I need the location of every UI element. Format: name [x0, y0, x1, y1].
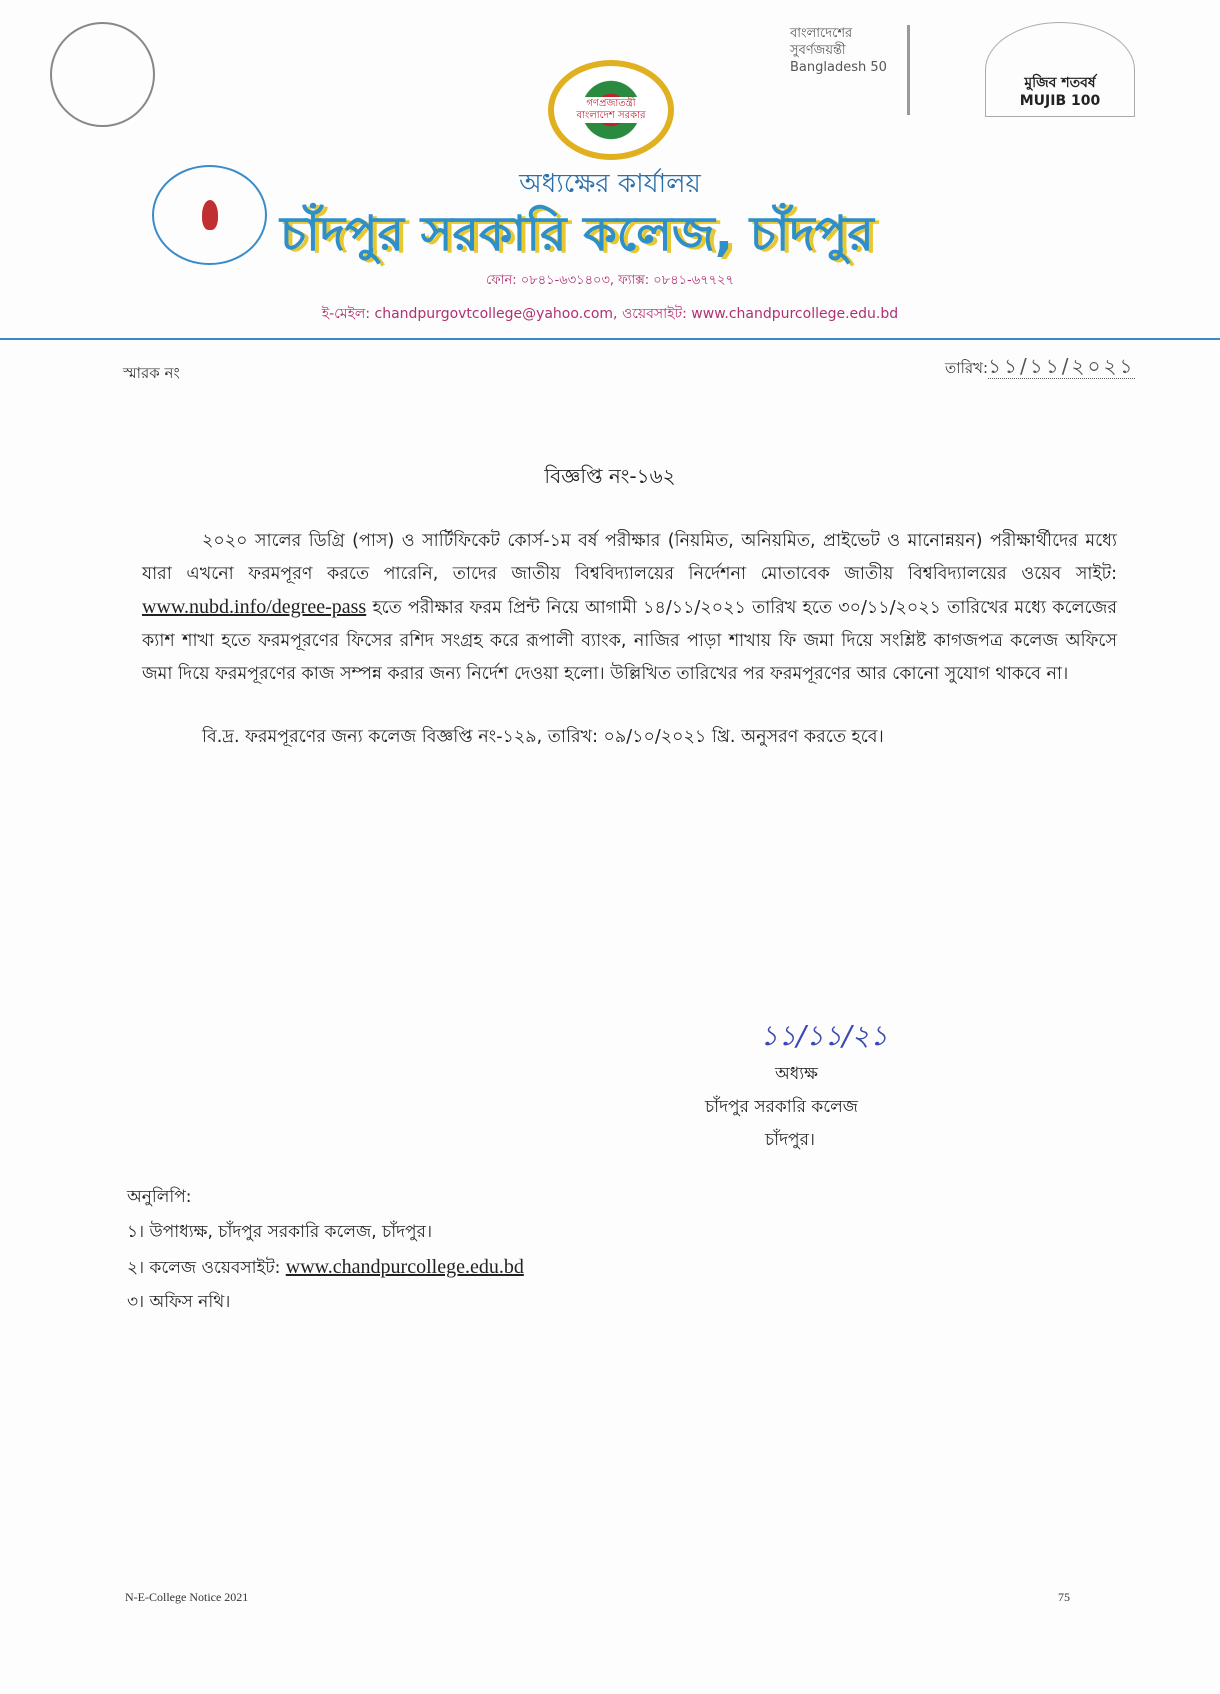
date-label: তারিখ: [945, 359, 989, 377]
government-seal-logo [548, 60, 674, 160]
page-number: 75 [1058, 1590, 1070, 1604]
copies-label: অনুলিপি: [127, 1187, 192, 1207]
college-logo [152, 165, 267, 265]
paragraph-text: ২০২০ সালের ডিগ্রি (পাস) ও সার্টিফিকেট কোর্স-১ম বর্ষ পরীক্ষার (নিয়মিত, অনিয়মিত, প্রাইভেট ও মানোন্নয়ন) পরীক্ষার্থীদের মধ্যে যারা এখনো ফরমপূরণ করতে পারেনি, তাদের জাতীয় বিশ্ববিদ্যালয়ের নির্দেশনা মোতাবেক জাতীয় বিশ্ববিদ্যালয়ের ওয়েব সাইট: [142, 531, 1117, 584]
nu-link[interactable]: www.nubd.info/degree-pass [142, 596, 367, 618]
left-seal-logo [50, 22, 155, 127]
government-seal-text: গণপ্রজাতন্ত্রী বাংলাদেশ সরকার [564, 97, 658, 123]
copy-item: ৩। অফিস নথি। [127, 1292, 231, 1312]
date-field [945, 352, 1135, 385]
golden-jubilee-text: বাংলাদেশের সুবর্ণজয়ন্তী Bangladesh 50 [790, 26, 887, 75]
signatory-place: চাঁদপুর। [765, 1130, 816, 1150]
flame-icon [202, 200, 218, 230]
copy-item-text: ২। কলেজ ওয়েবসাইট: [127, 1258, 286, 1278]
memo-number-label: স্মারক নং [123, 364, 180, 382]
golden-jubilee-logo [790, 25, 910, 115]
college-name: চাঁদপুর সরকারি কলেজ, চাঁদপুর [280, 206, 874, 262]
notice-paragraph [142, 525, 1117, 691]
college-website-link[interactable]: www.chandpurcollege.edu.bd [285, 1256, 524, 1278]
signatory-college: চাঁদপুর সরকারি কলেজ [705, 1097, 858, 1117]
mujib-100-text: মুজিব শতবর্ষ MUJIB 100 [1019, 75, 1101, 109]
date-value: ১১/১১/২০২১ [988, 354, 1136, 378]
footer-label: N-E-College Notice 2021 [125, 1590, 249, 1604]
header-divider [0, 338, 1220, 340]
office-title: অধ্যক্ষের কার্যালয় [519, 169, 701, 199]
copy-item [127, 1255, 524, 1280]
note-paragraph: বি.দ্র. ফরমপূরণের জন্য কলেজ বিজ্ঞপ্তি নং-১২৯, তারিখ: ০৯/১০/২০২১ খ্রি. অনুসরণ করতে হবে। [202, 727, 884, 747]
email-website: ই-মেইল: chandpurgovtcollege@yahoo.com, ওয়েবসাইট: www.chandpurcollege.edu.bd [321, 306, 899, 322]
paragraph-text: হতে পরীক্ষার ফরম প্রিন্ট নিয়ে আগামী ১৪/১১/২০২১ তারিখ হতে ৩০/১১/২০২১ তারিখের মধ্যে কলেজের ক্যাশ শাখা হতে ফরমপূরণের ফিসের রশিদ সংগ্রহ করে রূপালী ব্যাংক, নাজির পাড়া শাখায় ফি জমা দিয়ে সংশ্লিষ্ট কাগজপত্র কলেজ অফিসে জমা দিয়ে ফরমপূরণের কাজ সম্পন্ন করার জন্য নির্দেশ দেওয়া হলো। উল্লিখিত তারিখের পর ফরমপূরণের আর কোনো সুযোগ থাকবে না। [142, 598, 1117, 684]
signatory-role: অধ্যক্ষ [775, 1064, 818, 1084]
notice-title: বিজ্ঞপ্তি নং-১৬২ [544, 464, 676, 488]
phone-fax: ফোন: ০৮৪১-৬৩১৪০৩, ফ্যাক্স: ০৮৪১-৬৭৭২৭ [485, 273, 735, 288]
mujib-100-logo [985, 22, 1135, 117]
copy-item: ১। উপাধ্যক্ষ, চাঁদপুর সরকারি কলেজ, চাঁদপুর। [127, 1222, 433, 1242]
handwritten-signature: ১১/১১/২১ [760, 1019, 888, 1052]
notice-body [142, 525, 1117, 754]
